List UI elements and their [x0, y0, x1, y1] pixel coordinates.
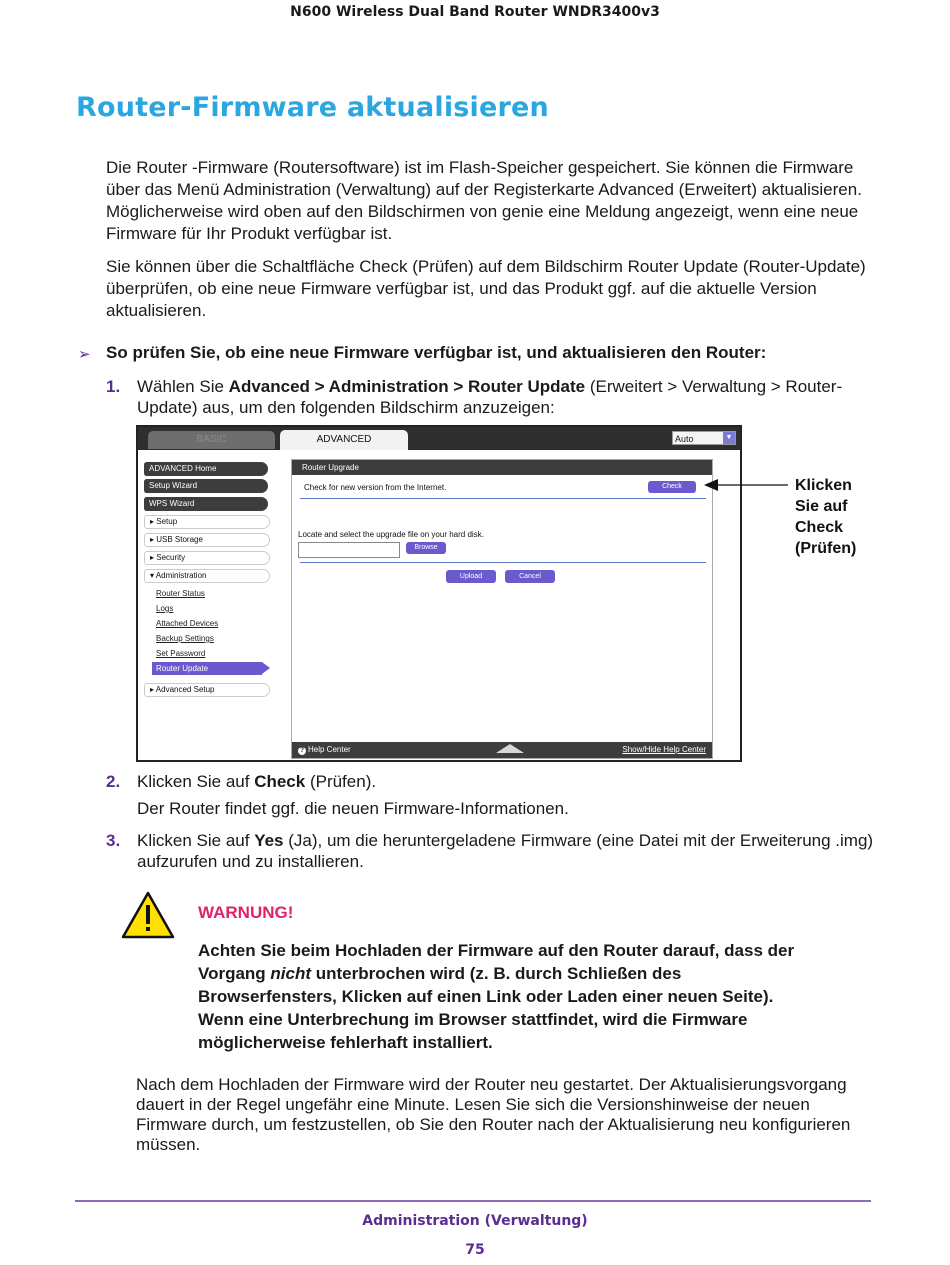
panel-header: Router Upgrade [292, 460, 712, 475]
footer-divider [75, 1200, 871, 1202]
nav-advanced-setup[interactable]: ▸ Advanced Setup [144, 683, 270, 697]
chevron-down-icon: ▼ [723, 432, 735, 444]
divider [300, 498, 706, 499]
check-description: Check for new version from the Internet. [304, 483, 447, 492]
show-hide-help-link[interactable]: Show/Hide Help Center [622, 745, 706, 754]
callout-arrow-icon [704, 475, 790, 495]
step-1-pre: Wählen Sie [137, 377, 229, 396]
divider [300, 562, 706, 563]
tab-advanced[interactable]: ADVANCED [280, 430, 408, 450]
nav-attached-devices[interactable]: Attached Devices [156, 619, 219, 628]
after-upload-paragraph: Nach dem Hochladen der Firmware wird der Router neu gestartet. Der Aktualisierungsvorgang dauert in der Regel ungefähr eine Minute. Lesen Sie sich die Versionshinweise der neuen Firmware durch, um festzustellen, ob Sie den Router nach der Aktualisierung neu konfigurieren müssen. [136, 1075, 851, 1154]
nav-usb-storage[interactable]: ▸ USB Storage [144, 533, 270, 547]
warning-text [198, 939, 798, 1054]
help-center-link[interactable] [298, 745, 351, 755]
step-3-text [137, 830, 877, 872]
step-3-post: (Ja), um die heruntergeladene Firmware (eine Datei mit der Erweiterung .img) aufzurufen und zu installieren. [137, 831, 874, 871]
upload-button[interactable]: Upload [446, 570, 496, 583]
step-3-pre: Klicken Sie auf [137, 831, 255, 850]
warning-title: WARNUNG! [198, 903, 294, 922]
check-button[interactable]: Check [648, 481, 696, 493]
language-value: Auto [675, 434, 694, 444]
browse-button[interactable]: Browse [406, 542, 446, 554]
nav-administration[interactable]: ▾ Administration [144, 569, 270, 583]
router-upgrade-panel [291, 459, 713, 759]
help-center-label: Help Center [308, 745, 351, 754]
step-2-note: Der Router findet ggf. die neuen Firmware-Informationen. [137, 799, 569, 818]
locate-description: Locate and select the upgrade file on your hard disk. [298, 530, 484, 539]
router-content-area [138, 450, 740, 760]
step-1-post: (Erweitert > Verwaltung > Router-Update) aus, um den folgenden Bildschirm anzuzeigen: [137, 377, 843, 417]
step-1-text [137, 376, 877, 418]
nav-logs[interactable]: Logs [156, 604, 174, 613]
cancel-button[interactable]: Cancel [505, 570, 555, 583]
nav-set-password[interactable]: Set Password [156, 649, 206, 658]
intro-paragraph-1: Die Router -Firmware (Routersoftware) ist im Flash-Speicher gespeichert. Sie können die Firmware über das Menü Administration (Verwaltung) auf der Registerkarte Advanced (Erweitert) aktualisieren. Möglicherweise wird oben auf den Bildschirmen von genie eine Meldung angezeigt, wenn eine neue Firmware für Ihr Produkt verfügbar ist. [106, 158, 862, 243]
warning-part-2: unterbrochen wird (z. B. durch Schließen des Browserfensters, Klicken auf einen Link oder Laden einer neuen Seite). Wenn eine Unterbrechung im Browser stattfindet, wird die Firmware möglicherweise fehlerhaft installiert. [198, 964, 774, 1052]
page-title: Router-Firmware aktualisieren [76, 92, 549, 123]
step-2-check: Check [254, 772, 306, 791]
step-1-number: 1. [106, 377, 121, 396]
help-bar [292, 742, 712, 758]
nav-router-update[interactable]: Router Update [152, 662, 262, 675]
router-ui-screenshot [136, 425, 742, 762]
procedure-arrow-icon: ➢ [78, 346, 91, 363]
file-path-input[interactable] [298, 542, 400, 558]
callout-line-1: Klicken [795, 477, 852, 494]
nav-backup-settings[interactable]: Backup Settings [156, 634, 214, 643]
active-arrow-icon [262, 662, 270, 674]
step-2-post: (Prüfen). [305, 772, 377, 791]
footer-section-title: Administration (Verwaltung) [362, 1213, 588, 1229]
step-3-number: 3. [106, 831, 121, 850]
callout-label [795, 475, 856, 559]
warning-emphasis: nicht [270, 964, 312, 983]
callout-line-2: Sie auf [795, 498, 848, 515]
callout-line-3: Check [795, 519, 844, 536]
nav-setup[interactable]: ▸ Setup [144, 515, 270, 529]
step-2-number: 2. [106, 772, 121, 791]
tab-basic[interactable]: BASIC [148, 431, 275, 449]
nav-setup-wizard[interactable]: Setup Wizard [144, 479, 268, 493]
running-header: N600 Wireless Dual Band Router WNDR3400v3 [290, 4, 660, 20]
step-2-text [137, 771, 877, 792]
expand-up-icon[interactable] [496, 744, 524, 753]
warning-icon [120, 890, 176, 940]
step-3-yes: Yes [254, 831, 284, 850]
nav-advanced-home[interactable]: ADVANCED Home [144, 462, 268, 476]
intro-paragraph-2: Sie können über die Schaltfläche Check (Prüfen) auf dem Bildschirm Router Update (Router-Update) überprüfen, ob eine neue Firmware verfügbar ist, und das Produkt ggf. auf die aktuelle Version aktualisieren. [106, 257, 866, 320]
callout-line-4: (Prüfen) [795, 540, 857, 557]
nav-security[interactable]: ▸ Security [144, 551, 270, 565]
nav-wps-wizard[interactable]: WPS Wizard [144, 497, 268, 511]
nav-router-status[interactable]: Router Status [156, 589, 205, 598]
step-2-pre: Klicken Sie auf [137, 772, 255, 791]
warning-part-1: Achten Sie beim Hochladen der Firmware auf den Router darauf, dass der Vorgang [198, 941, 795, 983]
page-number: 75 [465, 1242, 485, 1258]
step-1-menu-path: Advanced > Administration > Router Update [228, 377, 586, 396]
procedure-heading: So prüfen Sie, ob eine neue Firmware verfügbar ist, und aktualisieren den Router: [106, 343, 767, 362]
help-icon: ? [299, 747, 305, 754]
language-select[interactable] [672, 431, 736, 445]
